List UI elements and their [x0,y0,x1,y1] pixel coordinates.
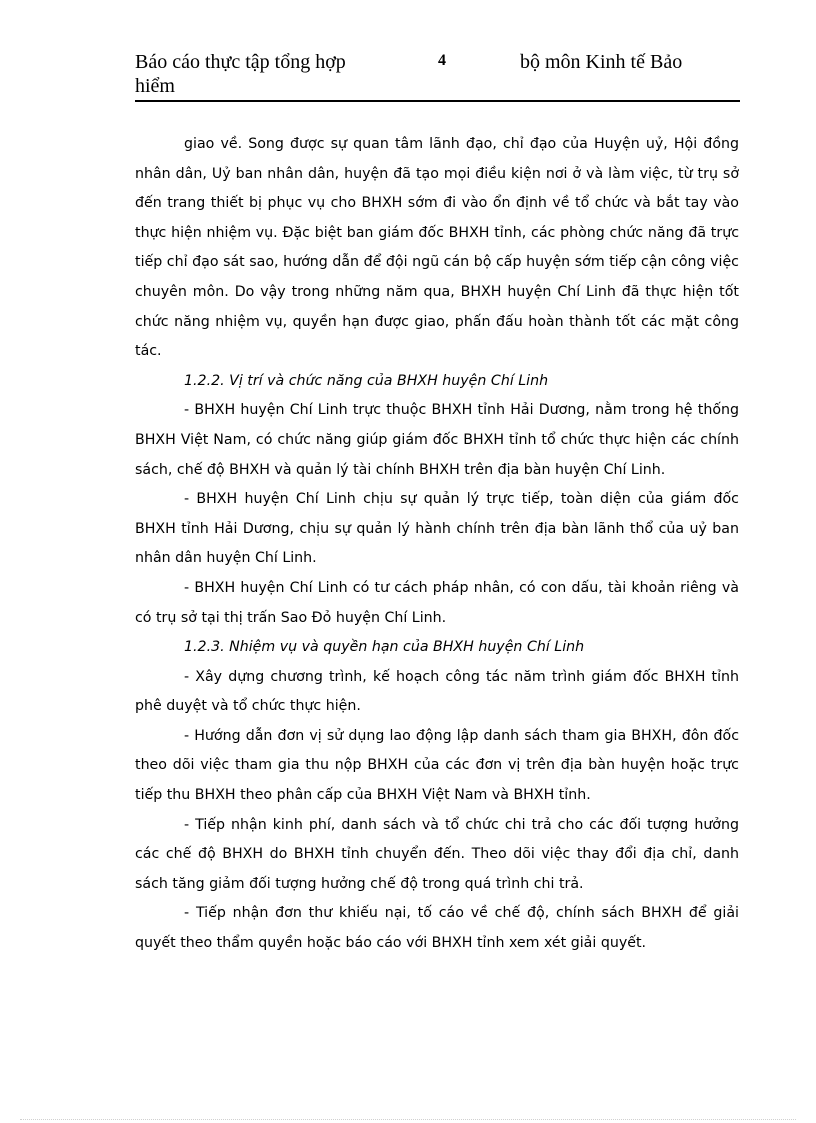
paragraph-bullet: - Xây dựng chương trình, kế hoạch công tác năm trình giám đốc BHXH tỉnh phê duyệt và tổ chức thực hiện. [135,668,739,715]
paragraph-bullet: - BHXH huyện Chí Linh chịu sự quản lý trực tiếp, toàn diện của giám đốc BHXH tỉnh Hải Dương, chịu sự quản lý hành chính trên địa bàn lãnh thổ của uỷ ban nhân dân huyện Chí Linh. [135,491,739,567]
header-department: bộ môn Kinh tế Bảo [520,51,683,73]
paragraph-bullet: - Tiếp nhận đơn thư khiếu nại, tố cáo về chế độ, chính sách BHXH để giải quyết theo thẩm quyền hoặc báo cáo với BHXH tỉnh xem xét giải quyết. [135,905,739,952]
page-number: 4 [438,52,446,69]
paragraph-intro-continued: giao về. Song được sự quan tâm lãnh đạo, chỉ đạo của Huyện uỷ, Hội đồng nhân dân, Uỷ ban nhân dân, huyện đã tạo mọi điều kiện nơi ở và làm việc, từ trụ sở đến trang thiết bị phục vụ cho BHXH sớm đi vào ổn định về tổ chức và bắt tay vào thực hiện nhiệm vụ. Đặc biệt ban giám đốc BHXH tỉnh, các phòng chức năng đã trực tiếp chỉ đạo sát sao, hướng dẫn để đội ngũ cán bộ cấp huyện sớm tiếp cận công việc chuyên môn. Do vậy trong những năm qua, BHXH huyện Chí Linh đã thực hiện tốt chức năng nhiệm vụ, quyền hạn được giao, phấn đấu hoàn thành tốt các mặt công tác. [135,136,739,360]
paragraph-bullet: - Tiếp nhận kinh phí, danh sách và tổ chức chi trả cho các đối tượng hưởng các chế độ BHXH do BHXH tỉnh chuyển đến. Theo dõi việc thay đổi địa chỉ, danh sách tăng giảm đối tượng hưởng chế độ trong quá trình chi trả. [135,816,739,892]
page-bottom-divider [20,1119,796,1120]
section-heading-1-2-3: 1.2.3. Nhiệm vụ và quyền hạn của BHXH huyện Chí Linh [184,639,585,656]
paragraph-bullet: - BHXH huyện Chí Linh trực thuộc BHXH tỉnh Hải Dương, nằm trong hệ thống BHXH Việt Nam, có chức năng giúp giám đốc BHXH tỉnh tổ chức thực hiện các chính sách, chế độ BHXH và quản lý tài chính BHXH trên địa bàn huyện Chí Linh. [135,402,739,478]
section-heading-1-2-2: 1.2.2. Vị trí và chức năng của BHXH huyện Chí Linh [184,372,549,389]
paragraph-bullet: - Hướng dẫn đơn vị sử dụng lao động lập danh sách tham gia BHXH, đôn đốc theo dõi việc tham gia thu nộp BHXH của các đơn vị trên địa bàn huyện hoặc trực tiếp thu BHXH theo phân cấp của BHXH Việt Nam và BHXH tỉnh. [135,727,739,804]
paragraph-bullet: - BHXH huyện Chí Linh có tư cách pháp nhân, có con dấu, tài khoản riêng và có trụ sở tại thị trấn Sao Đỏ huyện Chí Linh. [135,579,739,626]
header-report-title: Báo cáo thực tập tổng hợp hiểm [135,51,346,97]
document-body [135,130,739,959]
page-header [135,50,740,102]
